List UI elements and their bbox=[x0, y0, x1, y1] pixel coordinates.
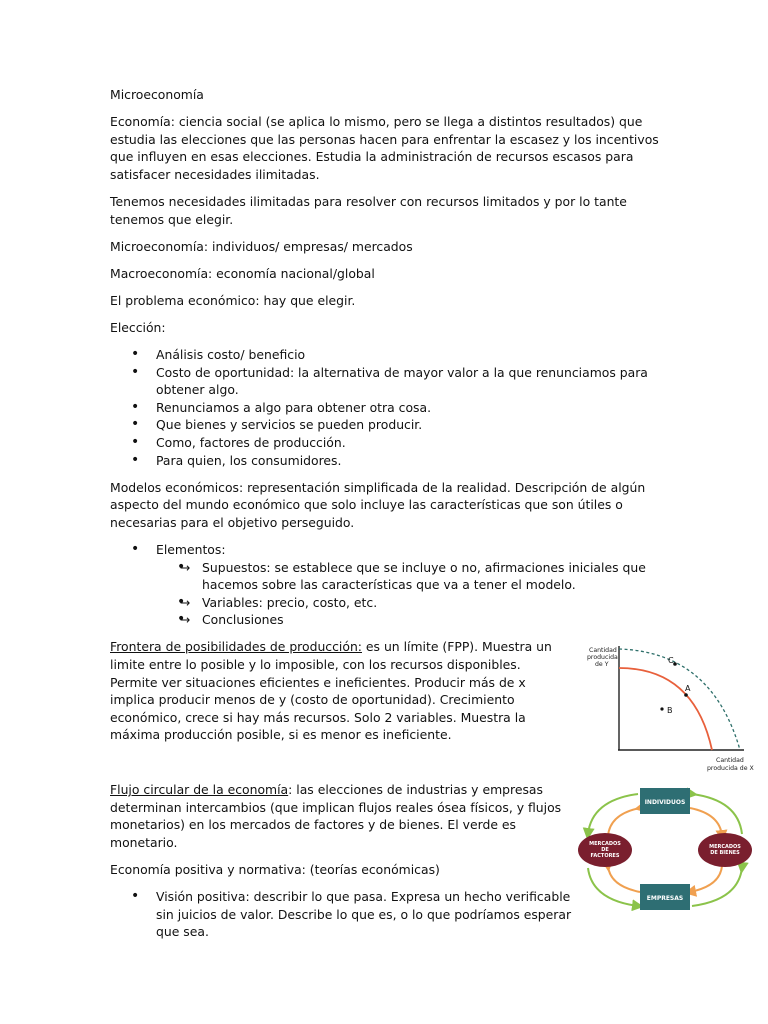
sublist-item-text: Variables: precio, costo, etc. bbox=[202, 594, 378, 610]
sublist-item bbox=[156, 611, 660, 629]
elementos-label: Elementos: bbox=[156, 541, 226, 557]
ppf-label-b: B bbox=[667, 706, 673, 715]
individuos-label: INDIVIDUOS bbox=[644, 799, 686, 806]
list-item-elementos bbox=[110, 541, 660, 629]
list-item: • Costo de oportunidad: la alternativa de mayor valor a la que renunciamos para obtener algo. bbox=[110, 364, 660, 399]
arrow-icon: • → bbox=[180, 612, 191, 628]
ppf-y-label-3: de Y bbox=[595, 661, 609, 668]
real-flow-arrow bbox=[690, 808, 722, 836]
paragraph-macroeconomia: Macroeconomía: economía nacional/global bbox=[110, 265, 375, 281]
paragraph-microeconomia: Microeconomía: individuos/ empresas/ mercados bbox=[110, 238, 413, 254]
ppf-y-label-1: Cantidad bbox=[589, 647, 617, 654]
money-flow-arrow bbox=[588, 794, 638, 834]
mercados-factores-label: DE bbox=[601, 847, 609, 853]
eleccion-list bbox=[110, 346, 660, 469]
ppf-point-c bbox=[673, 662, 677, 666]
paragraph-flujo bbox=[110, 781, 572, 851]
real-flow-arrow bbox=[690, 866, 722, 892]
paragraph-modelos: Modelos económicos: representación simplificada de la realidad. Descripción de algún aspecto del mundo económico que solo incluye las características que son útiles o necesarias para el objetivo perseguido. bbox=[110, 479, 646, 530]
flujo-heading: Flujo circular de la economía bbox=[110, 782, 289, 797]
elementos-sublist bbox=[156, 559, 660, 629]
list-item: • Para quien, los consumidores. bbox=[110, 452, 660, 470]
sublist-item-text: Conclusiones bbox=[202, 612, 284, 628]
sublist-item-text: Supuestos: se establece que se incluye o no, afirmaciones iniciales que hacemos sobre las características que va a tener el modelo. bbox=[202, 559, 646, 593]
arrow-icon: • → bbox=[180, 559, 191, 575]
ppf-growth-curve bbox=[619, 649, 740, 750]
list-item: • Análisis costo/ beneficio bbox=[110, 346, 660, 364]
paragraph-frontera bbox=[110, 638, 572, 744]
list-item: • Como, factores de producción. bbox=[110, 434, 660, 452]
paragraph-problema: El problema económico: hay que elegir. bbox=[110, 292, 356, 308]
arrow-icon: • → bbox=[180, 594, 191, 610]
list-item: • Visión positiva: describir lo que pasa. Expresa un hecho verificable sin juicios de valor. Describe lo que es, o lo que podríamos esperar que sea. bbox=[110, 888, 572, 941]
real-flow-arrow bbox=[608, 808, 640, 836]
list-item: • Que bienes y servicios se pueden producir. bbox=[110, 416, 660, 434]
sublist-item bbox=[156, 594, 660, 612]
ppf-point-b bbox=[660, 707, 663, 710]
document-title: Microeconomía bbox=[110, 87, 204, 102]
money-flow-arrow bbox=[692, 868, 742, 906]
paragraph-eleccion: Elección: bbox=[110, 319, 166, 335]
ppf-curve bbox=[619, 668, 712, 750]
sublist-item bbox=[156, 559, 660, 594]
mercados-factores-label: MERCADOS bbox=[589, 841, 621, 847]
elementos-list bbox=[110, 541, 660, 629]
paragraph-economia: Economía: ciencia social (se aplica lo mismo, pero se llega a distintos resultados) que estudia las elecciones que las personas hacen para enfrentar la escasez y los incentivos que influyen en esas elecciones. Estudia la administración de recursos escasos para satisfacer necesidades ilimitadas. bbox=[110, 114, 659, 182]
money-flow-arrow bbox=[588, 868, 638, 906]
money-flow-arrow bbox=[692, 794, 742, 834]
mercados-factores-label: FACTORES bbox=[590, 853, 620, 859]
frontera-body: es un límite (FPP). Muestra un limite entre lo posible y lo imposible, con los recursos disponibles. Permite ver situaciones eficientes e ineficientes. Producir más de x implica producir menos de y (costo de oportunidad). Crecimiento económico, crece si hay más recursos. Solo 2 variables. Muestra la máxima producción posible, si es menor es ineficiente. bbox=[110, 639, 552, 743]
paragraph-necesidades: Tenemos necesidades ilimitadas para resolver con recursos limitados y por lo tante tenemos que elegir. bbox=[110, 193, 627, 227]
ppf-x-label-2: producida de X bbox=[707, 765, 754, 772]
paragraph-positiva: Economía positiva y normativa: (teorías económicas) bbox=[110, 861, 440, 877]
ppf-label-c: C bbox=[668, 656, 674, 665]
positiva-list bbox=[110, 888, 572, 941]
ppf-y-label-2: producida bbox=[587, 654, 618, 661]
ppf-label-a: A bbox=[685, 684, 691, 693]
real-flow-arrow bbox=[608, 866, 640, 892]
mercados-bienes-label: DE BIENES bbox=[710, 850, 740, 856]
frontera-heading: Frontera de posibilidades de producción: bbox=[110, 639, 362, 655]
mercados-bienes-label: MERCADOS bbox=[709, 844, 741, 850]
list-item: • Renunciamos a algo para obtener otra cosa. bbox=[110, 399, 660, 417]
flujo-body: : las elecciones de industrias y empresas determinan intercambios (que implican flujos reales ósea físicos, y flujos monetarios) en los mercados de factores y de bienes. El verde es monetario. bbox=[110, 782, 562, 850]
ppf-x-label-1: Cantidad bbox=[716, 757, 744, 764]
empresas-label: EMPRESAS bbox=[646, 895, 684, 902]
circular-flow-figure bbox=[578, 782, 752, 912]
ppf-point-a bbox=[684, 693, 688, 697]
ppf-figure bbox=[582, 638, 760, 778]
